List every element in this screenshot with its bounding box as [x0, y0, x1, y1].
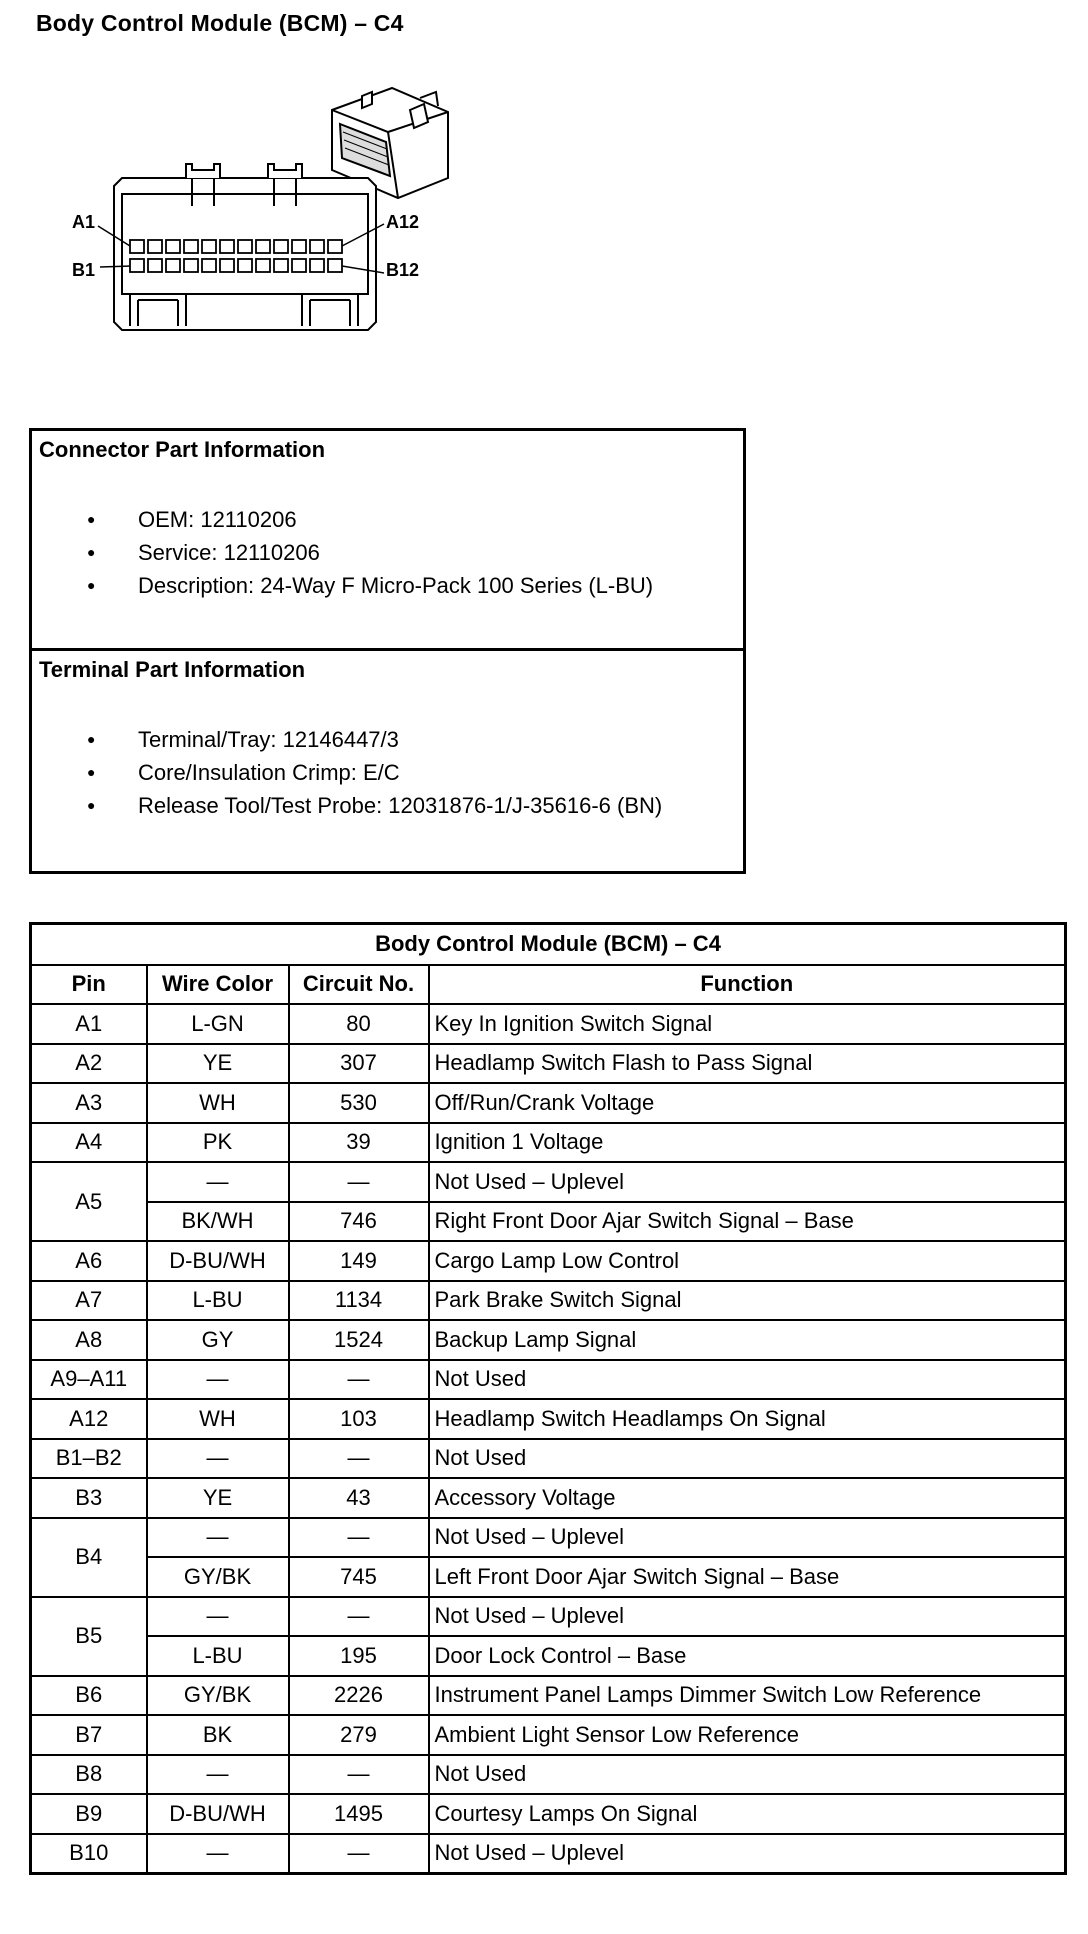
wire-color-cell: —: [147, 1834, 289, 1874]
circuit-cell: —: [289, 1597, 429, 1637]
table-row: [31, 1320, 1066, 1360]
function-cell: Accessory Voltage: [429, 1478, 1066, 1518]
bullet-icon: ●: [87, 544, 96, 560]
function-cell: Park Brake Switch Signal: [429, 1281, 1066, 1321]
connector-info-heading: Connector Part Information: [39, 437, 326, 462]
table-row: [31, 1044, 1066, 1084]
function-cell: Headlamp Switch Headlamps On Signal: [429, 1399, 1066, 1439]
table-row: [31, 1202, 1066, 1242]
function-cell: Not Used – Uplevel: [429, 1834, 1066, 1874]
info-list-item: [32, 569, 653, 602]
function-cell: Ambient Light Sensor Low Reference: [429, 1715, 1066, 1755]
header-wire-color: Wire Color: [147, 965, 289, 1005]
wire-color-cell: L-GN: [147, 1004, 289, 1044]
wire-color-cell: PK: [147, 1123, 289, 1163]
wire-color-cell: BK/WH: [147, 1202, 289, 1242]
wire-color-cell: L-BU: [147, 1281, 289, 1321]
function-cell: Off/Run/Crank Voltage: [429, 1083, 1066, 1123]
table-caption: Body Control Module (BCM) – C4: [31, 924, 1066, 965]
bullet-icon: ●: [87, 577, 96, 593]
pin-label-a12: A12: [386, 212, 420, 232]
pinout-table: [29, 922, 1067, 1875]
function-cell: Not Used – Uplevel: [429, 1597, 1066, 1637]
circuit-cell: 43: [289, 1478, 429, 1518]
circuit-cell: 746: [289, 1202, 429, 1242]
circuit-cell: 279: [289, 1715, 429, 1755]
connector-diagram: [0, 0, 1088, 360]
pin-cell: A2: [31, 1044, 147, 1084]
wire-color-cell: YE: [147, 1044, 289, 1084]
circuit-cell: —: [289, 1162, 429, 1202]
circuit-cell: 1524: [289, 1320, 429, 1360]
pin-cell: B3: [31, 1478, 147, 1518]
table-row: [31, 1676, 1066, 1716]
table-row: [31, 1557, 1066, 1597]
pin-cell: A6: [31, 1241, 147, 1281]
wire-color-cell: —: [147, 1597, 289, 1637]
pin-label-b12: B12: [386, 260, 420, 280]
function-cell: Headlamp Switch Flash to Pass Signal: [429, 1044, 1066, 1084]
function-cell: Not Used: [429, 1360, 1066, 1400]
table-row: [31, 1834, 1066, 1874]
circuit-cell: 39: [289, 1123, 429, 1163]
function-cell: Not Used – Uplevel: [429, 1518, 1066, 1558]
bullet-icon: ●: [87, 731, 96, 747]
circuit-cell: 103: [289, 1399, 429, 1439]
wire-color-cell: —: [147, 1162, 289, 1202]
table-row: [31, 1518, 1066, 1558]
bullet-icon: ●: [87, 764, 96, 780]
circuit-cell: —: [289, 1834, 429, 1874]
wire-color-cell: GY: [147, 1320, 289, 1360]
table-row: [31, 1755, 1066, 1795]
wire-color-cell: YE: [147, 1478, 289, 1518]
circuit-cell: 149: [289, 1241, 429, 1281]
function-cell: Door Lock Control – Base: [429, 1636, 1066, 1676]
table-row: [31, 1281, 1066, 1321]
circuit-cell: 80: [289, 1004, 429, 1044]
header-pin: Pin: [31, 965, 147, 1005]
circuit-cell: 1134: [289, 1281, 429, 1321]
table-row: [31, 1715, 1066, 1755]
table-row: [31, 1123, 1066, 1163]
info-list-item: [32, 723, 662, 756]
pin-cell: B6: [31, 1676, 147, 1716]
wire-color-cell: WH: [147, 1399, 289, 1439]
circuit-cell: 530: [289, 1083, 429, 1123]
function-cell: Instrument Panel Lamps Dimmer Switch Low Reference: [429, 1676, 1066, 1716]
wire-color-cell: —: [147, 1755, 289, 1795]
wire-color-cell: —: [147, 1518, 289, 1558]
circuit-cell: 745: [289, 1557, 429, 1597]
pin-cell: A8: [31, 1320, 147, 1360]
info-item-text: Description: 24-Way F Micro-Pack 100 Series (L-BU): [138, 573, 654, 598]
circuit-cell: —: [289, 1360, 429, 1400]
table-row: [31, 1636, 1066, 1676]
bullet-icon: ●: [87, 797, 96, 813]
wire-color-cell: GY/BK: [147, 1557, 289, 1597]
function-cell: Not Used: [429, 1439, 1066, 1479]
circuit-cell: 1495: [289, 1794, 429, 1834]
info-item-text: OEM: 12110206: [138, 507, 297, 532]
terminal-info-heading: Terminal Part Information: [39, 657, 306, 682]
table-row: [31, 1162, 1066, 1202]
table-row: [31, 1241, 1066, 1281]
wire-color-cell: —: [147, 1360, 289, 1400]
info-item-text: Core/Insulation Crimp: E/C: [138, 760, 400, 785]
pin-cell: B9: [31, 1794, 147, 1834]
pin-cell: A1: [31, 1004, 147, 1044]
function-cell: Not Used – Uplevel: [429, 1162, 1066, 1202]
function-cell: Cargo Lamp Low Control: [429, 1241, 1066, 1281]
pin-cell: A3: [31, 1083, 147, 1123]
table-row: [31, 1597, 1066, 1637]
table-row: [31, 1439, 1066, 1479]
info-item-text: Release Tool/Test Probe: 12031876-1/J-35616-6 (BN): [138, 793, 663, 818]
pin-label-a1: A1: [72, 212, 96, 232]
wire-color-cell: WH: [147, 1083, 289, 1123]
connector-info-list: [32, 503, 653, 602]
circuit-cell: 307: [289, 1044, 429, 1084]
circuit-cell: —: [289, 1518, 429, 1558]
pin-label-b1: B1: [72, 260, 96, 280]
wire-color-cell: BK: [147, 1715, 289, 1755]
terminal-part-info: [32, 651, 743, 871]
function-cell: Not Used: [429, 1755, 1066, 1795]
function-cell: Key In Ignition Switch Signal: [429, 1004, 1066, 1044]
table-row: [31, 1004, 1066, 1044]
function-cell: Ignition 1 Voltage: [429, 1123, 1066, 1163]
function-cell: Right Front Door Ajar Switch Signal – Base: [429, 1202, 1066, 1242]
wire-color-cell: —: [147, 1439, 289, 1479]
pin-cell: B10: [31, 1834, 147, 1874]
table-row: [31, 1399, 1066, 1439]
pin-cell: A4: [31, 1123, 147, 1163]
wire-color-cell: GY/BK: [147, 1676, 289, 1716]
circuit-cell: —: [289, 1755, 429, 1795]
pin-cell: A12: [31, 1399, 147, 1439]
info-list-item: [32, 536, 653, 569]
wire-color-cell: D-BU/WH: [147, 1241, 289, 1281]
table-row: [31, 1083, 1066, 1123]
info-list-item: [32, 789, 662, 822]
function-cell: Backup Lamp Signal: [429, 1320, 1066, 1360]
info-list-item: [32, 756, 662, 789]
connector-face: [114, 164, 376, 330]
header-function: Function: [429, 965, 1066, 1005]
pin-cell: B7: [31, 1715, 147, 1755]
table-row: [31, 1360, 1066, 1400]
function-cell: Left Front Door Ajar Switch Signal – Base: [429, 1557, 1066, 1597]
wire-color-cell: L-BU: [147, 1636, 289, 1676]
header-circuit-no: Circuit No.: [289, 965, 429, 1005]
pin-cell: A7: [31, 1281, 147, 1321]
info-item-text: Service: 12110206: [138, 540, 320, 565]
pin-cell: B4: [31, 1518, 147, 1597]
wire-color-cell: D-BU/WH: [147, 1794, 289, 1834]
pin-cell: B5: [31, 1597, 147, 1676]
pin-cell: A9–A11: [31, 1360, 147, 1400]
terminal-info-list: [32, 723, 662, 822]
pin-cell: A5: [31, 1162, 147, 1241]
function-cell: Courtesy Lamps On Signal: [429, 1794, 1066, 1834]
circuit-cell: 2226: [289, 1676, 429, 1716]
circuit-cell: —: [289, 1439, 429, 1479]
info-list-item: [32, 503, 653, 536]
page-title: Body Control Module (BCM) – C4: [36, 10, 404, 36]
table-row: [31, 1794, 1066, 1834]
table-row: [31, 1478, 1066, 1518]
connector-part-info: [32, 431, 743, 651]
bullet-icon: ●: [87, 511, 96, 527]
pin-cell: B8: [31, 1755, 147, 1795]
part-info-box: [29, 428, 746, 874]
pin-cell: B1–B2: [31, 1439, 147, 1479]
info-item-text: Terminal/Tray: 12146447/3: [138, 727, 399, 752]
circuit-cell: 195: [289, 1636, 429, 1676]
